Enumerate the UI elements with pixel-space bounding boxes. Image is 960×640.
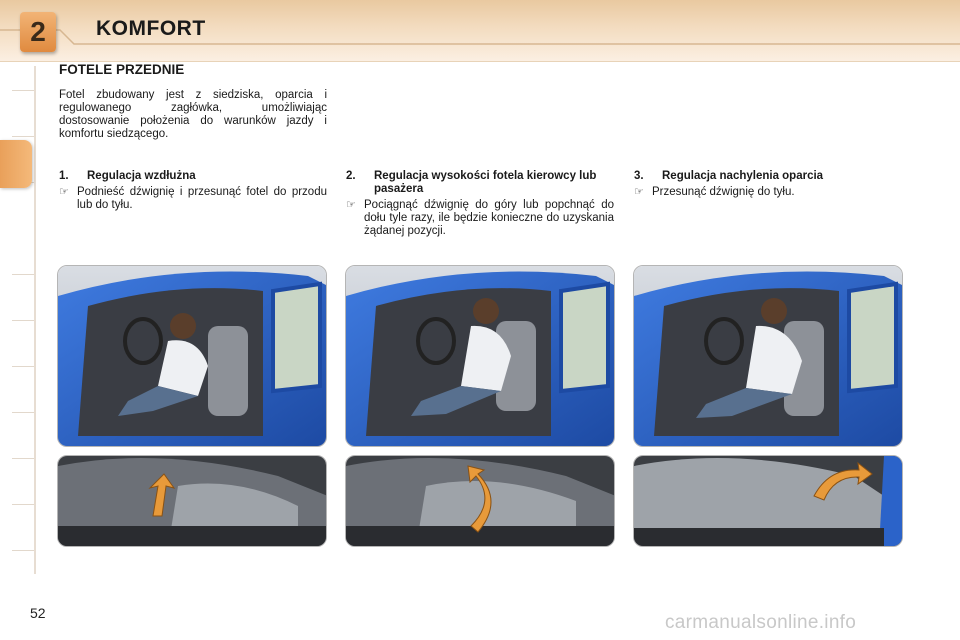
step-instruction: Pociągnąć dźwignię do góry lub popchnąć do dołu tyle razy, ile będzie konieczne do uzyskania żądanej pozycji. xyxy=(364,199,614,237)
step-title: Regulacja wysokości fotela kierowcy lub pasażera xyxy=(374,170,597,195)
seat-lever-photo-1 xyxy=(57,455,327,547)
pointing-hand-icon: ☞ xyxy=(59,186,69,198)
section-intro: Fotel zbudowany jest z siedziska, oparcia i regulowanego zagłówka, umożliwiając dostosowanie położenia do warunków jazdy i komfortu siedzącego. xyxy=(59,89,327,140)
chapter-tab[interactable] xyxy=(12,320,34,321)
step-3 xyxy=(634,170,902,199)
step-instruction: Przesunąć dźwignię do tyłu. xyxy=(652,186,795,198)
step-1 xyxy=(59,170,327,212)
section-title: FOTELE PRZEDNIE xyxy=(59,62,185,77)
chapter-number-badge: 2 xyxy=(20,12,56,52)
car-seat-photo-3 xyxy=(633,265,903,447)
step-number: 1. xyxy=(59,170,69,182)
chapter-tab[interactable] xyxy=(12,366,34,367)
watermark: carmanualsonline.info xyxy=(665,612,857,633)
seat-lever-photo-3 xyxy=(633,455,903,547)
car-seat-photo-2 xyxy=(345,265,615,447)
step-2 xyxy=(346,170,614,238)
chapter-title: KOMFORT xyxy=(96,17,206,40)
chapter-tab[interactable] xyxy=(12,136,34,137)
step-title: Regulacja wzdłużna xyxy=(87,170,196,182)
car-seat-photo-1 xyxy=(57,265,327,447)
chapter-tab[interactable] xyxy=(12,90,34,91)
pointing-hand-icon: ☞ xyxy=(346,199,356,211)
chapter-tab[interactable] xyxy=(12,504,34,505)
step-instruction: Podnieść dźwignię i przesunąć fotel do przodu lub do tyłu. xyxy=(77,186,327,211)
seat-lever-photo-2 xyxy=(345,455,615,547)
chapter-tab[interactable] xyxy=(12,412,34,413)
chapter-tab[interactable] xyxy=(12,550,34,551)
chapter-tab-active[interactable] xyxy=(0,140,32,188)
chapter-tab[interactable] xyxy=(12,458,34,459)
chapter-tab[interactable] xyxy=(12,274,34,275)
chapter-header xyxy=(0,0,960,62)
pointing-hand-icon: ☞ xyxy=(634,186,644,198)
step-number: 3. xyxy=(634,170,644,182)
step-number: 2. xyxy=(346,170,356,182)
step-title: Regulacja nachylenia oparcia xyxy=(662,170,824,182)
page-number: 52 xyxy=(30,605,46,621)
